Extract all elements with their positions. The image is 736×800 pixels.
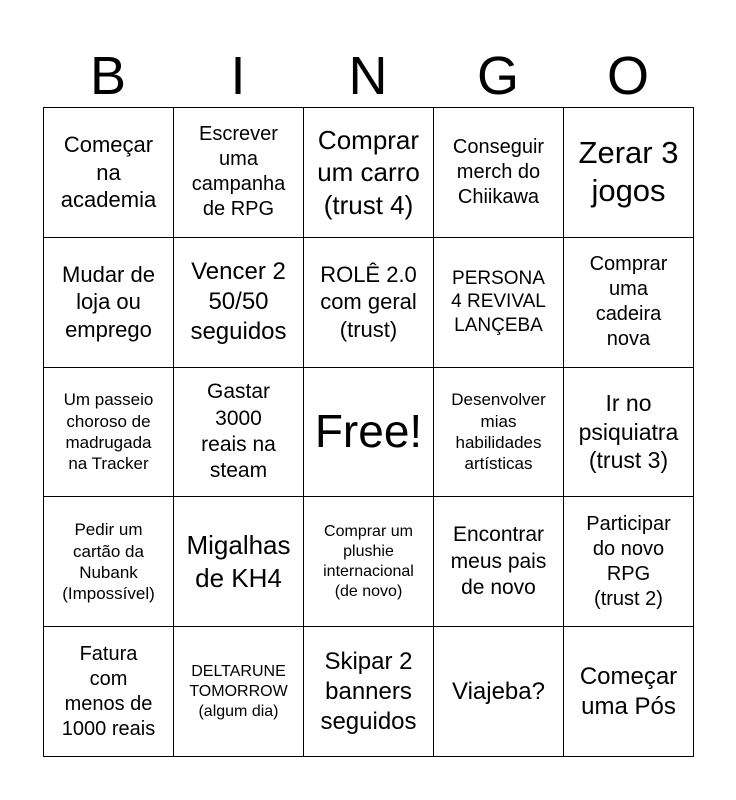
- cell-text: Fatura com menos de 1000 reais: [61, 642, 156, 740]
- bingo-cell[interactable]: [174, 238, 304, 368]
- bingo-cell[interactable]: [564, 108, 694, 238]
- header-letter-g: G: [476, 46, 519, 106]
- cell-text: Ir no psiquiatra (trust 3): [578, 389, 679, 474]
- cell-text: Zerar 3 jogos: [578, 134, 679, 209]
- cell-text: Começar na academia: [60, 132, 157, 213]
- cell-text: Começar uma Pós: [579, 662, 678, 720]
- cell-text: Skipar 2 banners seguidos: [320, 647, 417, 735]
- header-letter-b: B: [89, 46, 127, 106]
- cell-text: Participar do novo RPG (trust 2): [586, 512, 671, 610]
- bingo-cell[interactable]: [44, 238, 174, 368]
- cell-text: Encontrar meus pais de novo: [450, 523, 547, 599]
- bingo-cell[interactable]: [304, 497, 434, 627]
- cell-text: Mudar de loja ou emprego: [62, 261, 155, 342]
- bingo-cell[interactable]: [174, 627, 304, 757]
- bingo-header: [43, 44, 693, 108]
- cell-text: Comprar um carro (trust 4): [317, 124, 420, 220]
- bingo-cell[interactable]: [174, 108, 304, 238]
- bingo-cell[interactable]: [174, 497, 304, 627]
- bingo-board: [43, 107, 694, 757]
- bingo-cell[interactable]: [434, 368, 564, 498]
- bingo-cell[interactable]: [564, 368, 694, 498]
- bingo-cell[interactable]: [44, 497, 174, 627]
- cell-text: PERSONA 4 REVIVAL LANÇEBA: [451, 267, 546, 337]
- bingo-cell[interactable]: [564, 627, 694, 757]
- bingo-cell[interactable]: [434, 497, 564, 627]
- cell-text: Gastar 3000 reais na steam: [201, 380, 276, 483]
- bingo-cell[interactable]: [44, 627, 174, 757]
- cell-text: Migalhas de KH4: [186, 530, 291, 593]
- bingo-cell[interactable]: [564, 497, 694, 627]
- bingo-cell[interactable]: [174, 368, 304, 498]
- bingo-cell[interactable]: [564, 238, 694, 368]
- cell-text: DELTARUNE TOMORROW (algum dia): [189, 662, 288, 720]
- cell-text: ROLÊ 2.0 com geral (trust): [320, 261, 417, 342]
- cell-text: Pedir um cartão da Nubank (Impossível): [62, 520, 155, 604]
- bingo-cell[interactable]: [304, 238, 434, 368]
- bingo-cell[interactable]: [304, 627, 434, 757]
- bingo-cell[interactable]: [434, 108, 564, 238]
- bingo-cell[interactable]: [434, 238, 564, 368]
- header-letter-n: N: [348, 46, 388, 106]
- bingo-cell[interactable]: [434, 627, 564, 757]
- free-space[interactable]: [304, 368, 434, 498]
- bingo-cell[interactable]: [44, 108, 174, 238]
- cell-text: Escrever uma campanha de RPG: [191, 123, 286, 221]
- cell-text: Conseguir merch do Chiikawa: [452, 135, 545, 208]
- bingo-cell[interactable]: [44, 368, 174, 498]
- cell-text: Comprar uma cadeira nova: [589, 253, 668, 351]
- cell-text: Um passeio choroso de madrugada na Tracker: [63, 390, 154, 474]
- cell-text: Viajeba?: [452, 677, 545, 705]
- cell-text: Vencer 2 50/50 seguidos: [190, 258, 287, 346]
- cell-text: Comprar um plushie internacional (de novo): [323, 522, 414, 600]
- free-space-text: Free!: [314, 405, 423, 458]
- header-letter-i: I: [230, 46, 246, 106]
- header-letter-o: O: [606, 46, 649, 106]
- cell-text: Desenvolver mias habilidades artísticas: [451, 390, 546, 474]
- bingo-cell[interactable]: [304, 108, 434, 238]
